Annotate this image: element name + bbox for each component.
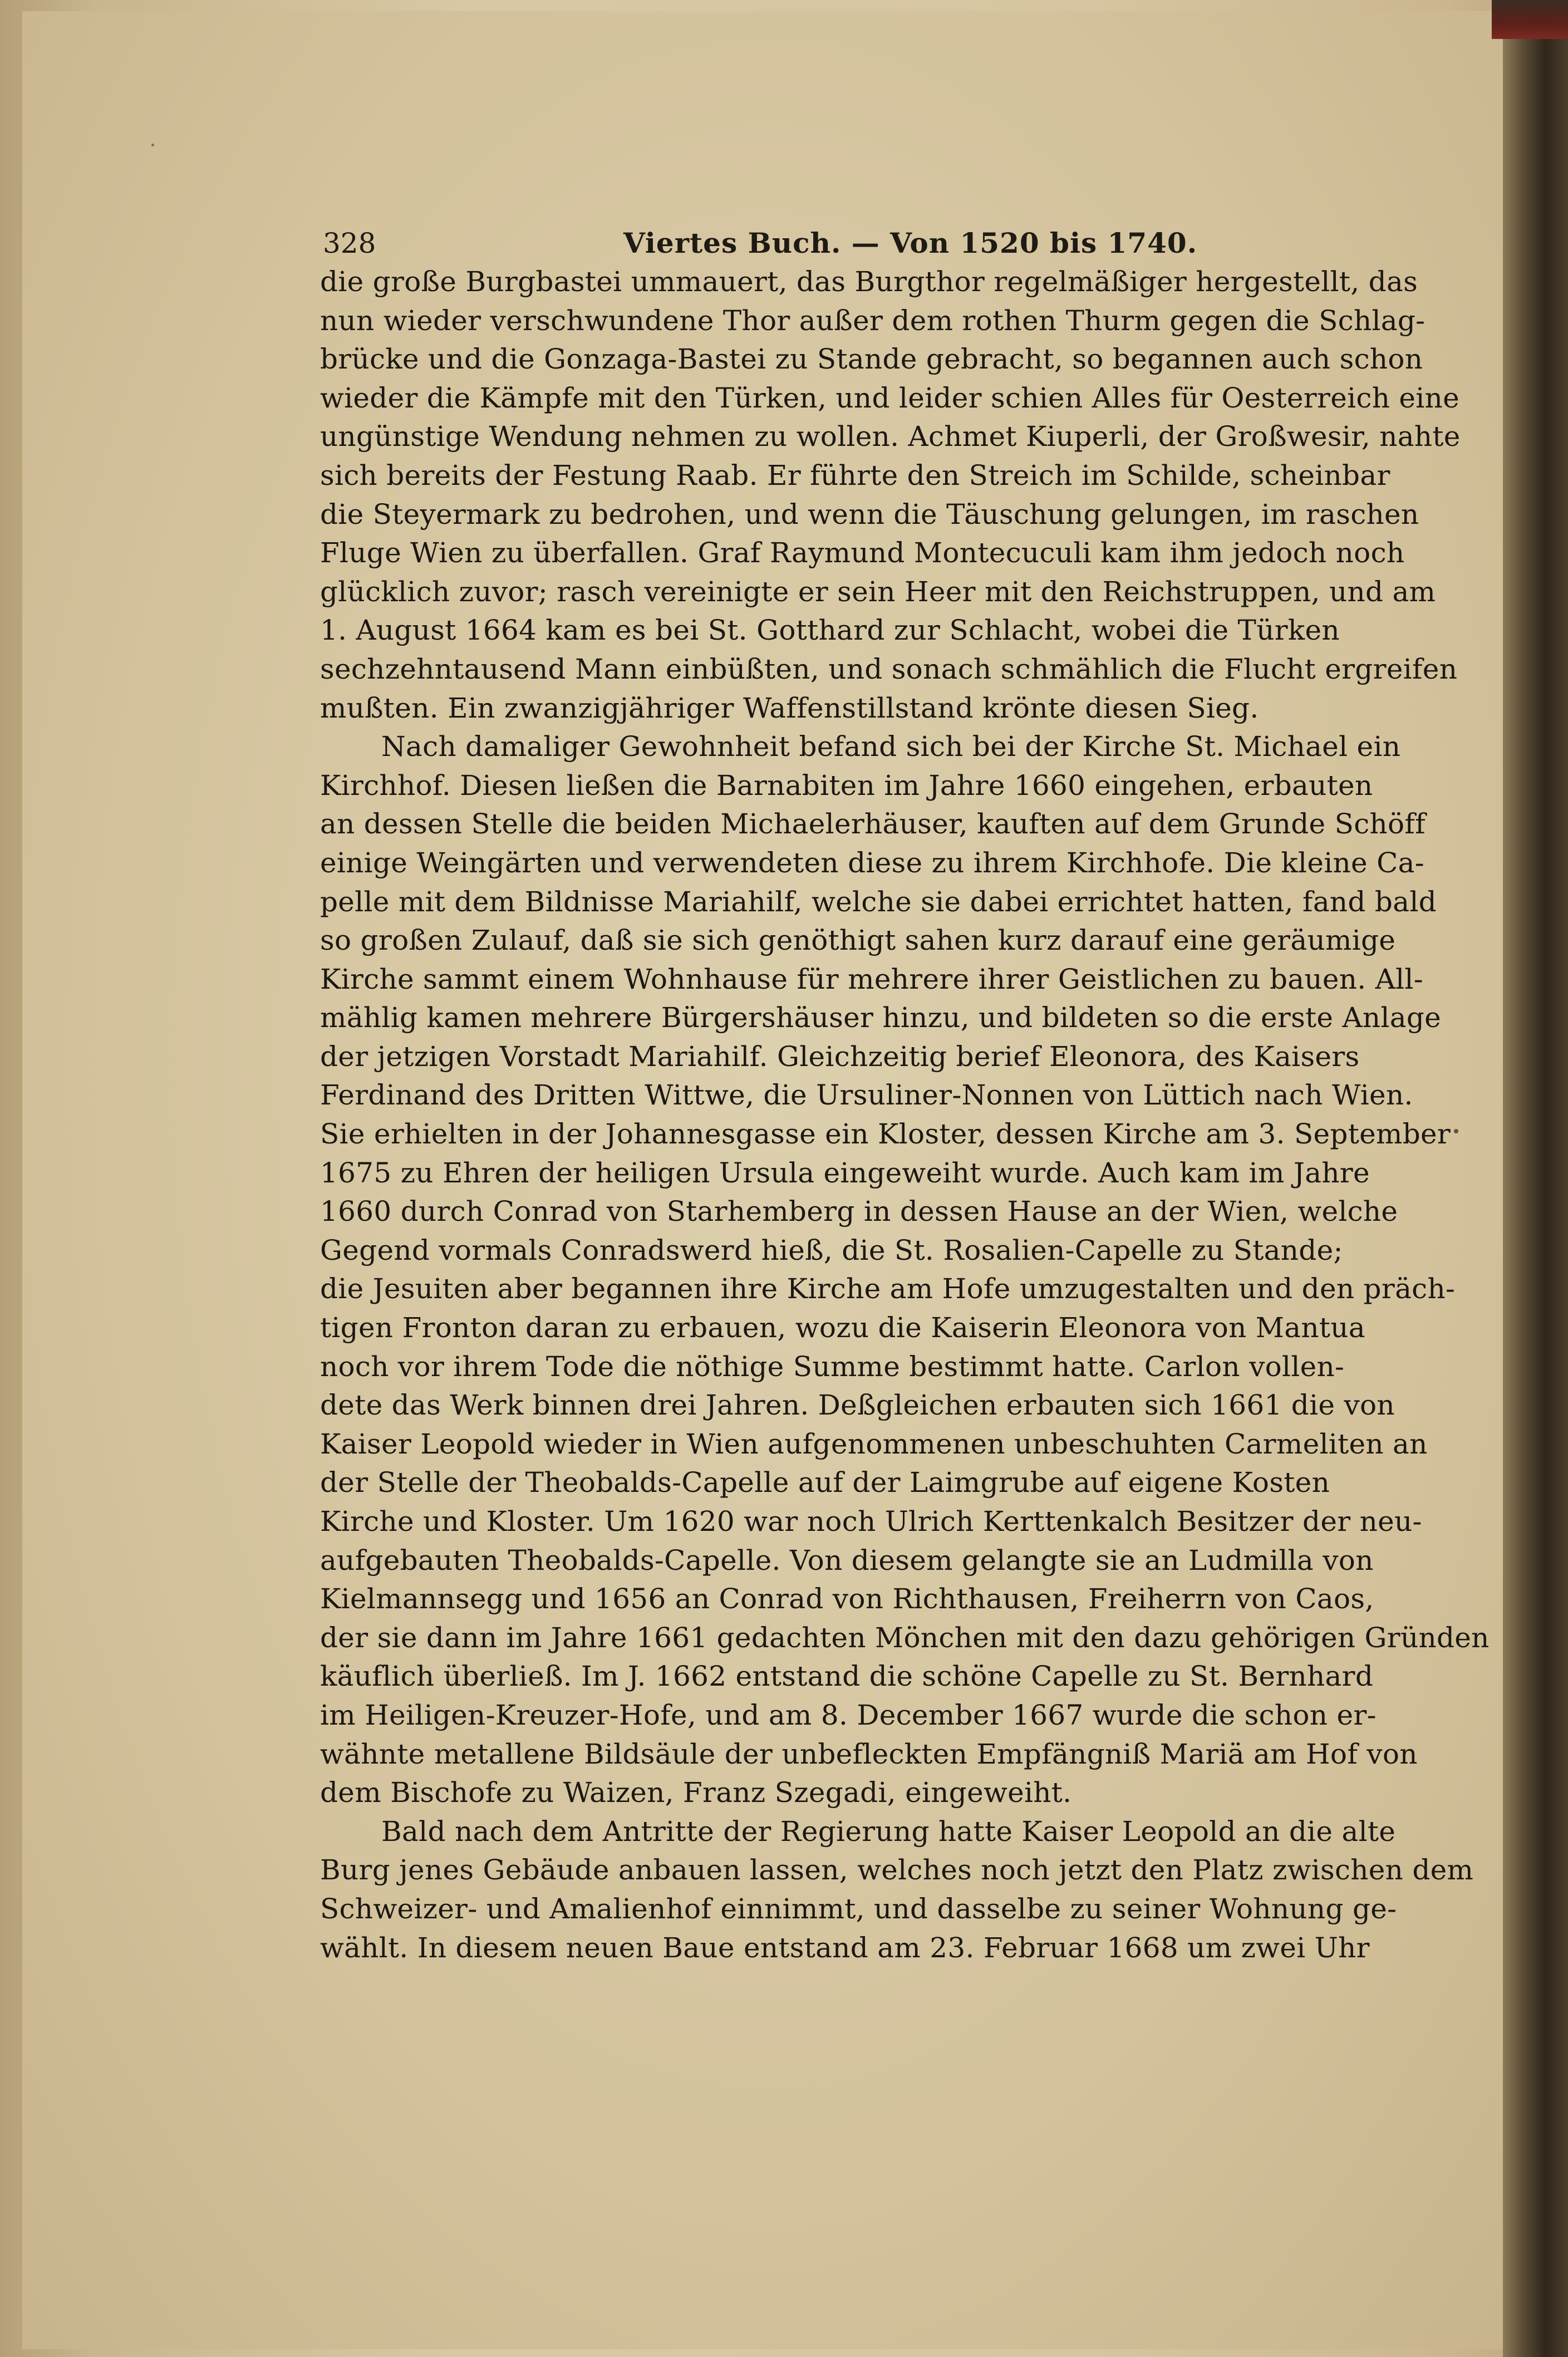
paper-speck <box>1454 1129 1458 1133</box>
book-spine <box>1503 0 1568 2357</box>
text-line: Kirche sammt einem Wohnhause für mehrere ihrer Geistlichen zu bauen. All- <box>320 963 1423 995</box>
text-line: Nach damaliger Gewohnheit befand sich bei der Kirche St. Michael ein <box>381 730 1401 763</box>
text-line: die Jesuiten aber begannen ihre Kirche am Hofe umzugestalten und den präch- <box>320 1273 1456 1305</box>
binding-edge <box>1492 0 1568 39</box>
text-line: sich bereits der Festung Raab. Er führte den Streich im Schilde, scheinbar <box>320 459 1390 492</box>
body-text <box>320 263 1490 1967</box>
text-line: an dessen Stelle die beiden Michaelerhäuser, kauften auf dem Grunde Schöff <box>320 808 1426 841</box>
text-line: pelle mit dem Bildnisse Mariahilf, welche sie dabei errichtet hatten, fand bald <box>320 885 1437 918</box>
paragraph-2 <box>320 728 1490 1813</box>
text-line: Bald nach dem Antritte der Regierung hatte Kaiser Leopold an die alte <box>381 1815 1396 1848</box>
text-line: der sie dann im Jahre 1661 gedachten Mönchen mit den dazu gehörigen Gründen <box>320 1621 1490 1654</box>
paper-speck <box>151 144 154 146</box>
text-line: nun wieder verschwundene Thor außer dem rothen Thurm gegen die Schlag- <box>320 304 1426 337</box>
page-number: 328 <box>323 227 376 259</box>
text-line: dete das Werk binnen drei Jahren. Deßgleichen erbauten sich 1661 die von <box>320 1389 1395 1422</box>
text-line: Sie erhielten in der Johannesgasse ein Kloster, dessen Kirche am 3. September <box>320 1118 1451 1151</box>
page-header <box>323 218 1492 268</box>
text-line: die große Burgbastei ummauert, das Burgthor regelmäßiger hergestellt, das <box>320 266 1418 298</box>
text-line: ungünstige Wendung nehmen zu wollen. Achmet Kiuperli, der Großwesir, nahte <box>320 420 1461 453</box>
text-line: einige Weingärten und verwendeten diese zu ihrem Kirchhofe. Die kleine Ca- <box>320 846 1424 879</box>
text-line: so großen Zulauf, daß sie sich genöthigt sahen kurz darauf eine geräumige <box>320 924 1396 957</box>
text-line: wieder die Kämpfe mit den Türken, und leider schien Alles für Oesterreich eine <box>320 381 1459 414</box>
text-line: glücklich zuvor; rasch vereinigte er sein Heer mit den Reichstruppen, und am <box>320 575 1436 608</box>
text-line: dem Bischofe zu Waizen, Franz Szegadi, eingeweiht. <box>320 1776 1072 1809</box>
text-line: Kielmannsegg und 1656 an Conrad von Richthausen, Freiherrn von Caos, <box>320 1583 1374 1615</box>
text-line: im Heiligen-Kreuzer-Hofe, und am 8. December 1667 wurde die schon er- <box>320 1698 1377 1731</box>
text-line: wählt. In diesem neuen Baue entstand am 23. Februar 1668 um zwei Uhr <box>320 1931 1370 1964</box>
text-line: Burg jenes Gebäude anbauen lassen, welches noch jetzt den Platz zwischen dem <box>320 1854 1474 1887</box>
text-line: brücke und die Gonzaga-Bastei zu Stande gebracht, so begannen auch schon <box>320 343 1423 376</box>
text-line: aufgebauten Theobalds-Capelle. Von diesem gelangte sie an Ludmilla von <box>320 1544 1374 1577</box>
text-line: Schweizer- und Amalienhof einnimmt, und dasselbe zu seiner Wohnung ge- <box>320 1892 1397 1925</box>
text-line: käuflich überließ. Im J. 1662 entstand die schöne Capelle zu St. Bernhard <box>320 1660 1374 1693</box>
text-line: 1. August 1664 kam es bei St. Gotthard zur Schlacht, wobei die Türken <box>320 614 1340 647</box>
running-head: Viertes Buch. — Von 1520 bis 1740. <box>623 227 1198 259</box>
text-line: Kaiser Leopold wieder in Wien aufgenommenen unbeschuhten Carmeliten an <box>320 1427 1428 1460</box>
text-line: noch vor ihrem Tode die nöthige Summe bestimmt hatte. Carlon vollen- <box>320 1350 1345 1383</box>
text-line: Kirche und Kloster. Um 1620 war noch Ulrich Kerttenkalch Besitzer der neu- <box>320 1505 1422 1538</box>
text-line: Fluge Wien zu überfallen. Graf Raymund Montecuculi kam ihm jedoch noch <box>320 537 1405 569</box>
text-line: mußten. Ein zwanzigjähriger Waffenstillstand krönte diesen Sieg. <box>320 691 1259 724</box>
text-line: wähnte metallene Bildsäule der unbefleckten Empfängniß Mariä am Hof von <box>320 1737 1418 1770</box>
text-line: 1675 zu Ehren der heiligen Ursula eingeweiht wurde. Auch kam im Jahre <box>320 1156 1370 1189</box>
text-line: Ferdinand des Dritten Wittwe, die Ursuliner-Nonnen von Lüttich nach Wien. <box>320 1079 1413 1112</box>
text-line: 1660 durch Conrad von Starhemberg in dessen Hause an der Wien, welche <box>320 1195 1398 1228</box>
text-line: Kirchhof. Diesen ließen die Barnabiten im Jahre 1660 eingehen, erbauten <box>320 769 1373 802</box>
paragraph-3 <box>320 1813 1474 1967</box>
text-line: sechzehntausend Mann einbüßten, und sonach schmählich die Flucht ergreifen <box>320 652 1458 685</box>
text-line: der Stelle der Theobalds-Capelle auf der Laimgrube auf eigene Kosten <box>320 1466 1330 1499</box>
text-line: der jetzigen Vorstadt Mariahilf. Gleichzeitig berief Eleonora, des Kaisers <box>320 1040 1360 1073</box>
text-line: tigen Fronton daran zu erbauen, wozu die Kaiserin Eleonora von Mantua <box>320 1312 1365 1344</box>
text-line: mählig kamen mehrere Bürgershäuser hinzu, und bildeten so die erste Anlage <box>320 1001 1442 1034</box>
text-line: die Steyermark zu bedrohen, und wenn die Täuschung gelungen, im raschen <box>320 498 1419 531</box>
paragraph-1 <box>320 263 1461 728</box>
text-line: Gegend vormals Conradswerd hieß, die St. Rosalien-Capelle zu Stande; <box>320 1234 1343 1266</box>
